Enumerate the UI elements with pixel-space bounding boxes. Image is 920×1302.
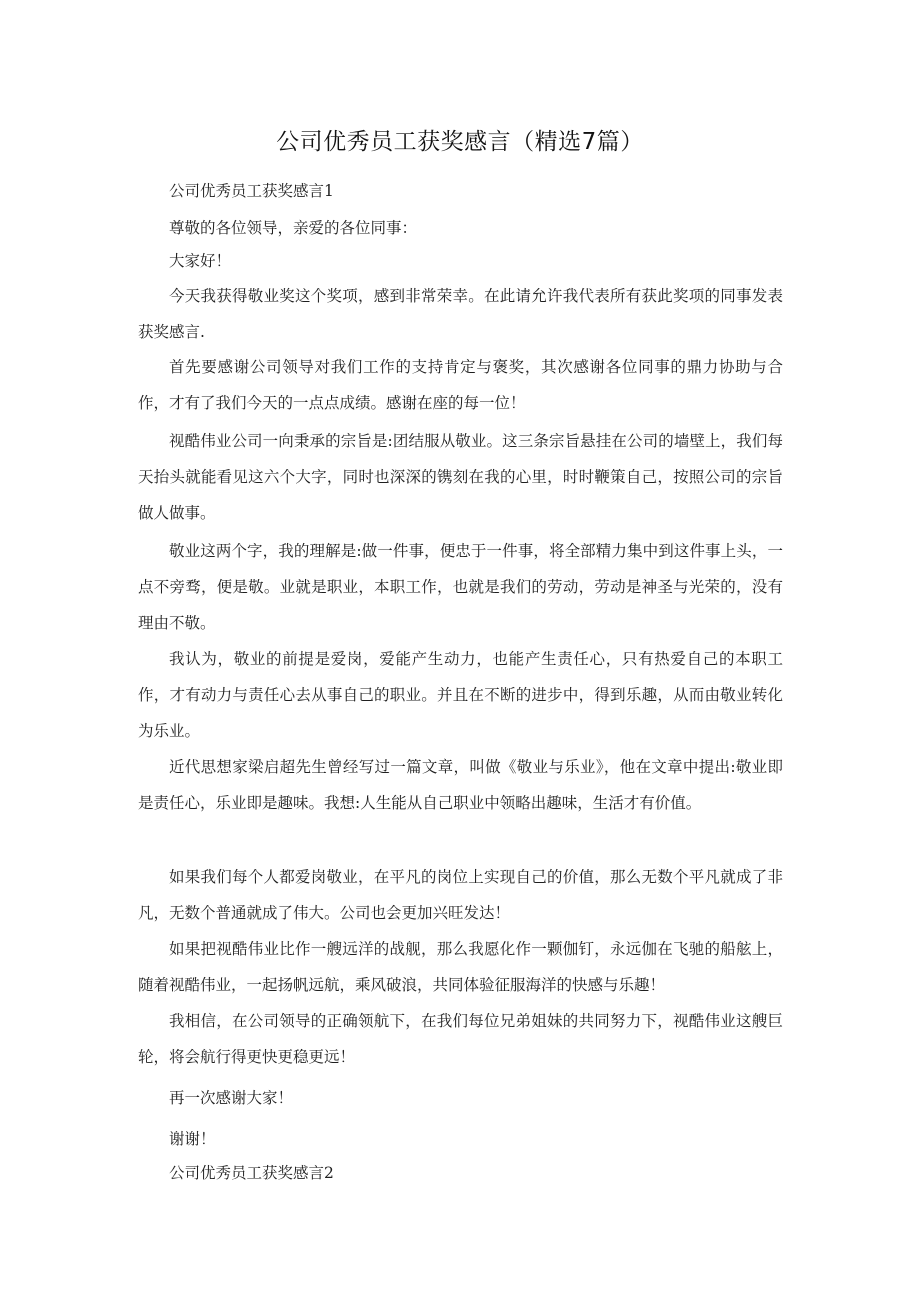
salutation: 尊敬的各位领导，亲爱的各位同事： bbox=[169, 219, 418, 237]
greeting: 大家好！ bbox=[169, 252, 232, 270]
paragraph: 如果把视酷伟业比作一艘远洋的战舰，那么我愿化作一颗伽钉，永远伽在飞驰的船舷上，随着视酷伟业，一起扬帆远航，乘风破浪，共同体验征服海洋的快感与乐趣！ bbox=[138, 940, 783, 994]
section-heading: 公司优秀员工获奖感言1 bbox=[169, 182, 334, 200]
section-heading: 公司优秀员工获奖感言2 bbox=[169, 1164, 334, 1182]
paragraph: 首先要感谢公司领导对我们工作的支持肯定与褒奖，其次感谢各位同事的鼎力协助与合作，才有了我们今天的一点点成绩。感谢在座的每一位！ bbox=[138, 358, 783, 412]
paragraph: 我相信，在公司领导的正确领航下，在我们每位兄弟姐妹的共同努力下，视酷伟业这艘巨轮，将会航行得更快更稳更远！ bbox=[138, 1012, 783, 1066]
paragraph: 视酷伟业公司一向秉承的宗旨是:团结服从敬业。这三条宗旨悬挂在公司的墙壁上，我们每天抬头就能看见这六个大字，同时也深深的镌刻在我的心里，时时鞭策自己，按照公司的宗旨做人做事。 bbox=[138, 432, 783, 522]
closing-thanks-short: 谢谢！ bbox=[169, 1130, 216, 1148]
paragraph: 敬业这两个字，我的理解是:做一件事，便忠于一件事，将全部精力集中到这件事上头，一点不旁骛，便是敬。业就是职业，本职工作，也就是我们的劳动，劳动是神圣与光荣的，没有理由不敬。 bbox=[138, 542, 783, 632]
paragraph: 我认为，敬业的前提是爱岗，爱能产生动力，也能产生责任心，只有热爱自己的本职工作，才有动力与责任心去从事自己的职业。并且在不断的进步中，得到乐趣，从而由敬业转化为乐业。 bbox=[138, 650, 783, 740]
closing-thanks: 再一次感谢大家！ bbox=[169, 1089, 294, 1107]
paragraph: 如果我们每个人都爱岗敬业，在平凡的岗位上实现自己的价值，那么无数个平凡就成了非凡，无数个普通就成了伟大。公司也会更加兴旺发达！ bbox=[138, 868, 783, 922]
document-title: 公司优秀员工获奖感言（精选7篇） bbox=[276, 129, 644, 155]
paragraph: 近代思想家梁启超先生曾经写过一篇文章，叫做《敬业与乐业》，他在文章中提出:敬业即是责任心，乐业即是趣味。我想:人生能从自己职业中领略出趣味，生活才有价值。 bbox=[138, 758, 783, 812]
paragraph: 今天我获得敬业奖这个奖项，感到非常荣幸。在此请允许我代表所有获此奖项的同事发表获奖感言. bbox=[138, 287, 783, 341]
